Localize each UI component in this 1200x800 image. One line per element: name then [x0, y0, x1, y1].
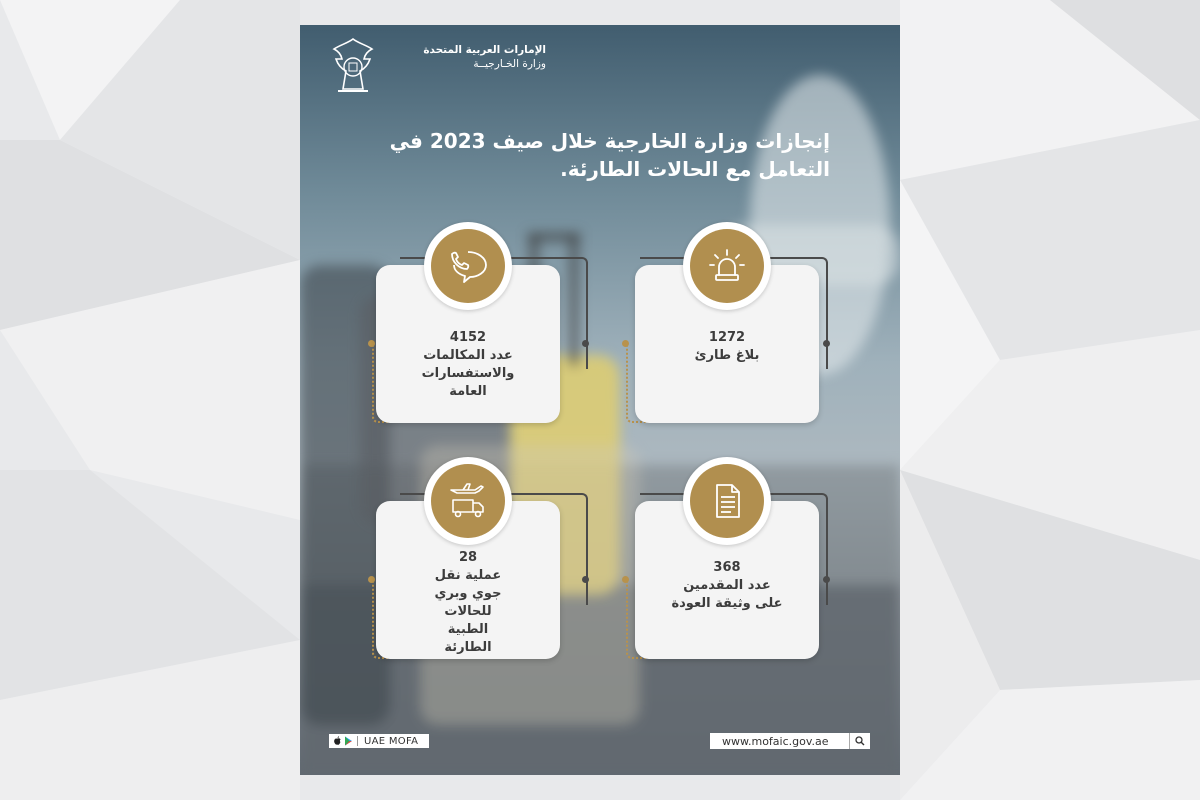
ministry-name: وزارة الخـارجيــة: [473, 58, 546, 70]
stat-icon-badge: [683, 222, 771, 310]
card-connector-dot: [823, 340, 830, 347]
stat-label: عدد المقدمين على وثيقة العودة: [671, 578, 783, 611]
card-connector-dot: [823, 576, 830, 583]
stat-label: بلاغ طارئ: [694, 348, 760, 363]
stat-value: 368: [713, 560, 741, 575]
search-icon: [855, 736, 865, 746]
government-header: [386, 43, 546, 71]
card-connector-dot: [622, 340, 629, 347]
card-connector-dot: [582, 576, 589, 583]
document-icon: [707, 481, 747, 521]
card-connector-dot: [368, 340, 375, 347]
card-connector-dot: [622, 576, 629, 583]
stat-value: 28: [458, 550, 478, 565]
uae-emblem-logo: [328, 37, 378, 95]
website-bar[interactable]: [710, 733, 870, 749]
card-connector-dot: [582, 340, 589, 347]
stat-icon-badge: [424, 457, 512, 545]
stat-label: عملية نقل جوي وبري للحالات الطبية الطارئة: [434, 568, 502, 655]
apple-icon: [333, 736, 342, 746]
app-store-badge[interactable]: [329, 734, 429, 748]
stat-label: عدد المكالمات والاستفسارات العامة: [421, 348, 515, 399]
infographic-headline: إنجازات وزارة الخارجية خلال صيف 2023 في التعامل مع الحالات الطارئة.: [389, 129, 830, 181]
stat-value: 1272: [708, 330, 746, 345]
website-url: www.mofaic.gov.ae: [722, 734, 829, 748]
infographic-poster: [300, 25, 900, 775]
stat-value: 4152: [449, 330, 487, 345]
app-name: UAE MOFA: [364, 735, 419, 747]
stat-icon-badge: [683, 457, 771, 545]
chat-phone-icon: [446, 244, 490, 288]
siren-icon: [706, 245, 748, 287]
plane-truck-icon: [445, 478, 491, 524]
country-name: الإمارات العربية المتحدة: [423, 44, 546, 56]
card-connector-dot: [368, 576, 375, 583]
stat-icon-badge: [424, 222, 512, 310]
google-play-icon: [344, 736, 353, 746]
